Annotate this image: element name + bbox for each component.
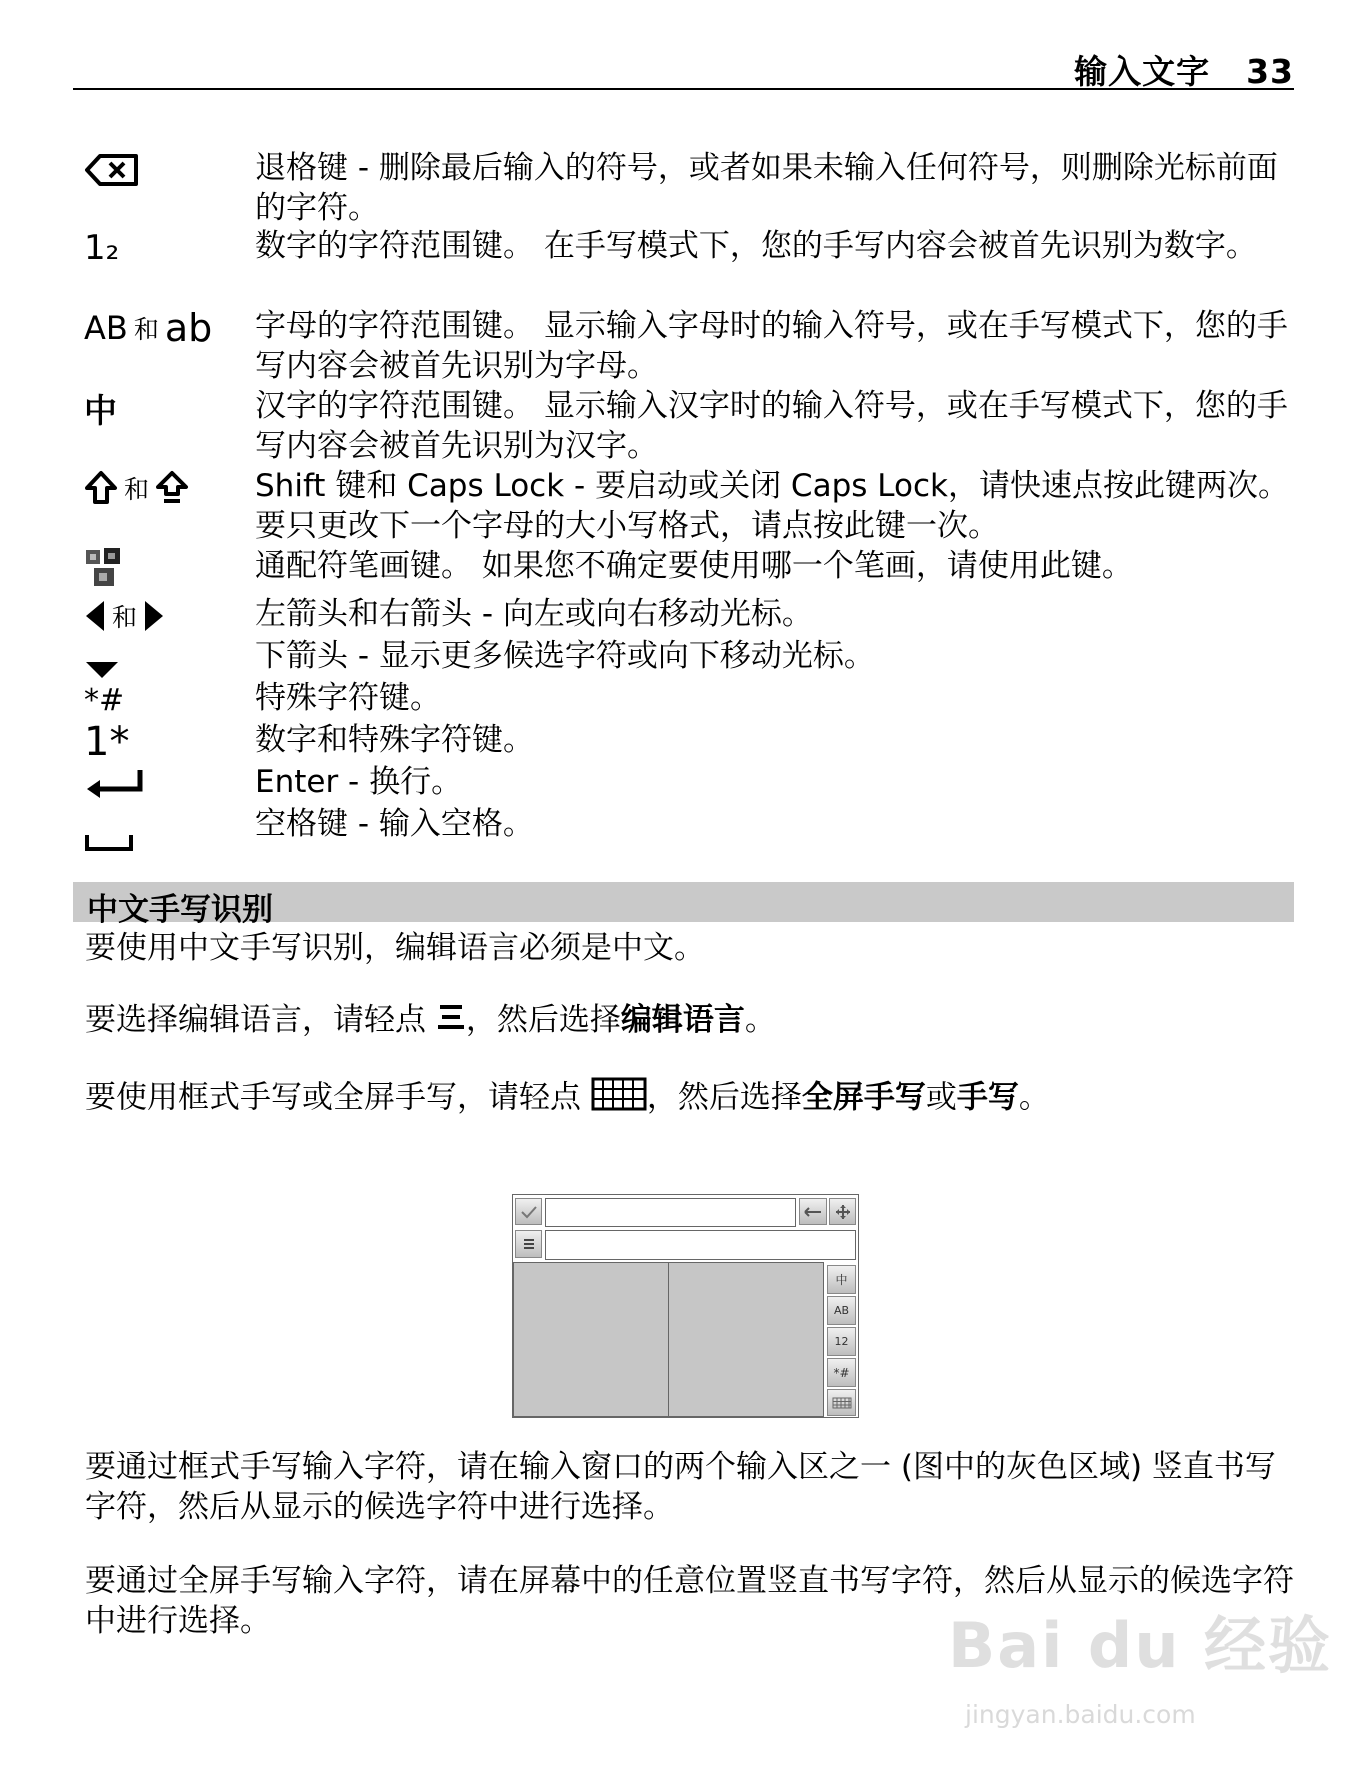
key-description: 字母的字符范围键。 显示输入字母时的输入符号，或在手写模式下，您的手写内容会被首先识别为字母。	[255, 308, 1288, 384]
button-label: 12	[834, 1335, 849, 1348]
special-char-button[interactable]	[827, 1358, 856, 1387]
paragraph-text: 要通过全屏手写输入字符，请在屏幕中的任意位置竖直书写字符，然后从显示的候选字符中进行选择。	[85, 1563, 1294, 1639]
watermark-url-text: jingyan.baidu.com	[965, 1700, 1196, 1729]
key-description: 通配符笔画键。 如果您不确定要使用哪一个笔画，请使用此键。	[255, 548, 1133, 584]
handwriting-input-window	[512, 1194, 859, 1418]
letter-range-icon	[84, 306, 212, 350]
keyboard-grid-icon	[591, 1076, 647, 1122]
paragraph-text: 。	[744, 1002, 776, 1038]
icon-label: 中	[84, 390, 117, 430]
icon-label: 1₂	[84, 228, 120, 268]
page-header	[73, 40, 1294, 90]
and-text: 和	[133, 315, 159, 344]
button-label: AB	[833, 1304, 850, 1317]
numeric-range-icon	[84, 226, 119, 270]
icon-label: 1*	[84, 719, 130, 765]
text-input-field[interactable]	[545, 1230, 856, 1260]
key-description: 退格键 - 删除最后输入的符号，或者如果未输入任何符号，则删除光标前面的字符。	[255, 150, 1278, 226]
menu-icon	[522, 1237, 536, 1251]
caps-lock-icon	[155, 470, 189, 506]
special-char-icon	[84, 678, 124, 722]
menu-option-handwriting: 手写	[956, 1079, 1019, 1116]
menu-option-edit-language: 编辑语言	[620, 1002, 745, 1038]
keyboard-grid-icon	[832, 1397, 852, 1409]
watermark-url	[965, 1700, 1196, 1729]
section-title: 中文手写识别	[87, 892, 273, 928]
key-description: 汉字的字符范围键。 显示输入汉字时的输入符号，或在手写模式下，您的手写内容会被首先识别为汉字。	[255, 388, 1288, 464]
handwriting-area-left[interactable]	[513, 1262, 669, 1417]
number-special-icon	[84, 720, 129, 764]
letter-mode-button[interactable]	[827, 1296, 856, 1325]
section-header	[73, 882, 1294, 928]
check-icon	[521, 1205, 537, 1219]
backspace-icon	[84, 148, 140, 192]
icon-label: *#	[84, 682, 125, 718]
page-number: 33	[1246, 52, 1294, 91]
paragraph-text: 要选择编辑语言，请轻点	[85, 1002, 426, 1038]
paragraph-requirement	[85, 928, 1295, 968]
chapter-title: 输入文字	[1074, 52, 1211, 91]
paragraph-select-mode	[85, 1076, 1295, 1122]
backspace-button[interactable]	[799, 1198, 827, 1225]
button-label: 中	[835, 1273, 848, 1287]
chinese-mode-button[interactable]	[827, 1265, 856, 1294]
left-arrow-icon	[84, 599, 106, 633]
key-description: 下箭头 - 显示更多候选字符或向下移动光标。	[255, 638, 875, 674]
shift-icon	[84, 466, 189, 510]
move-icon	[835, 1204, 851, 1220]
and-text: 和	[124, 475, 150, 504]
key-description: Enter - 换行。	[255, 764, 463, 800]
button-label: *#	[833, 1365, 850, 1380]
and-text: 和	[112, 603, 138, 632]
paragraph-text: 要通过框式手写输入字符，请在输入窗口的两个输入区之一 (图中的灰色区域) 竖直书写字符，然后从显示的候选字符中进行选择。	[85, 1449, 1276, 1525]
watermark-logo	[948, 1596, 1332, 1685]
key-description: 特殊字符键。	[255, 680, 441, 716]
watermark-brand: Bai du 经验	[948, 1609, 1333, 1682]
left-right-arrow-icon	[84, 594, 165, 638]
key-description: Shift 键和 Caps Lock - 要启动或关闭 Caps Lock，请快速点按此键两次。 要只更改下一个字母的大小写格式，请点按此键一次。	[255, 468, 1289, 544]
space-icon	[84, 818, 134, 862]
handwriting-area-right[interactable]	[668, 1262, 824, 1417]
paragraph-text: 或	[925, 1079, 957, 1116]
menu-option-fullscreen-handwriting: 全屏手写	[801, 1079, 926, 1116]
wildcard-stroke-icon	[84, 546, 124, 590]
key-description: 数字和特殊字符键。	[255, 722, 534, 758]
paragraph-text: ，然后选择	[465, 1002, 621, 1038]
menu-icon	[436, 1001, 466, 1043]
paragraph-text: 要使用框式手写或全屏手写，请轻点	[85, 1079, 581, 1116]
number-mode-button[interactable]	[827, 1327, 856, 1356]
key-description: 数字的字符范围键。 在手写模式下，您的手写内容会被首先识别为数字。	[255, 228, 1257, 264]
header-title	[1074, 46, 1294, 93]
menu-button[interactable]	[515, 1230, 542, 1258]
key-description: 左箭头和右箭头 - 向左或向右移动光标。	[255, 596, 813, 632]
paragraph-text: 。	[1018, 1079, 1050, 1116]
move-window-button[interactable]	[829, 1198, 856, 1225]
paragraph-text: 要使用中文手写识别，编辑语言必须是中文。	[85, 930, 705, 966]
chinese-range-icon	[84, 386, 117, 430]
paragraph-text: ，然后选择	[646, 1079, 802, 1116]
backspace-arrow-icon	[804, 1207, 822, 1217]
enter-icon	[84, 762, 148, 806]
paragraph-select-language	[85, 1000, 1295, 1043]
confirm-check-button[interactable]	[515, 1198, 542, 1225]
right-arrow-icon	[143, 599, 165, 633]
lowercase-range-label: ab	[164, 306, 213, 350]
keyboard-mode-button[interactable]	[827, 1389, 856, 1416]
candidate-field[interactable]	[545, 1198, 796, 1227]
key-description: 空格键 - 输入空格。	[255, 806, 534, 842]
uppercase-range-label: AB	[84, 309, 128, 347]
paragraph-boxed-handwriting	[85, 1447, 1295, 1527]
